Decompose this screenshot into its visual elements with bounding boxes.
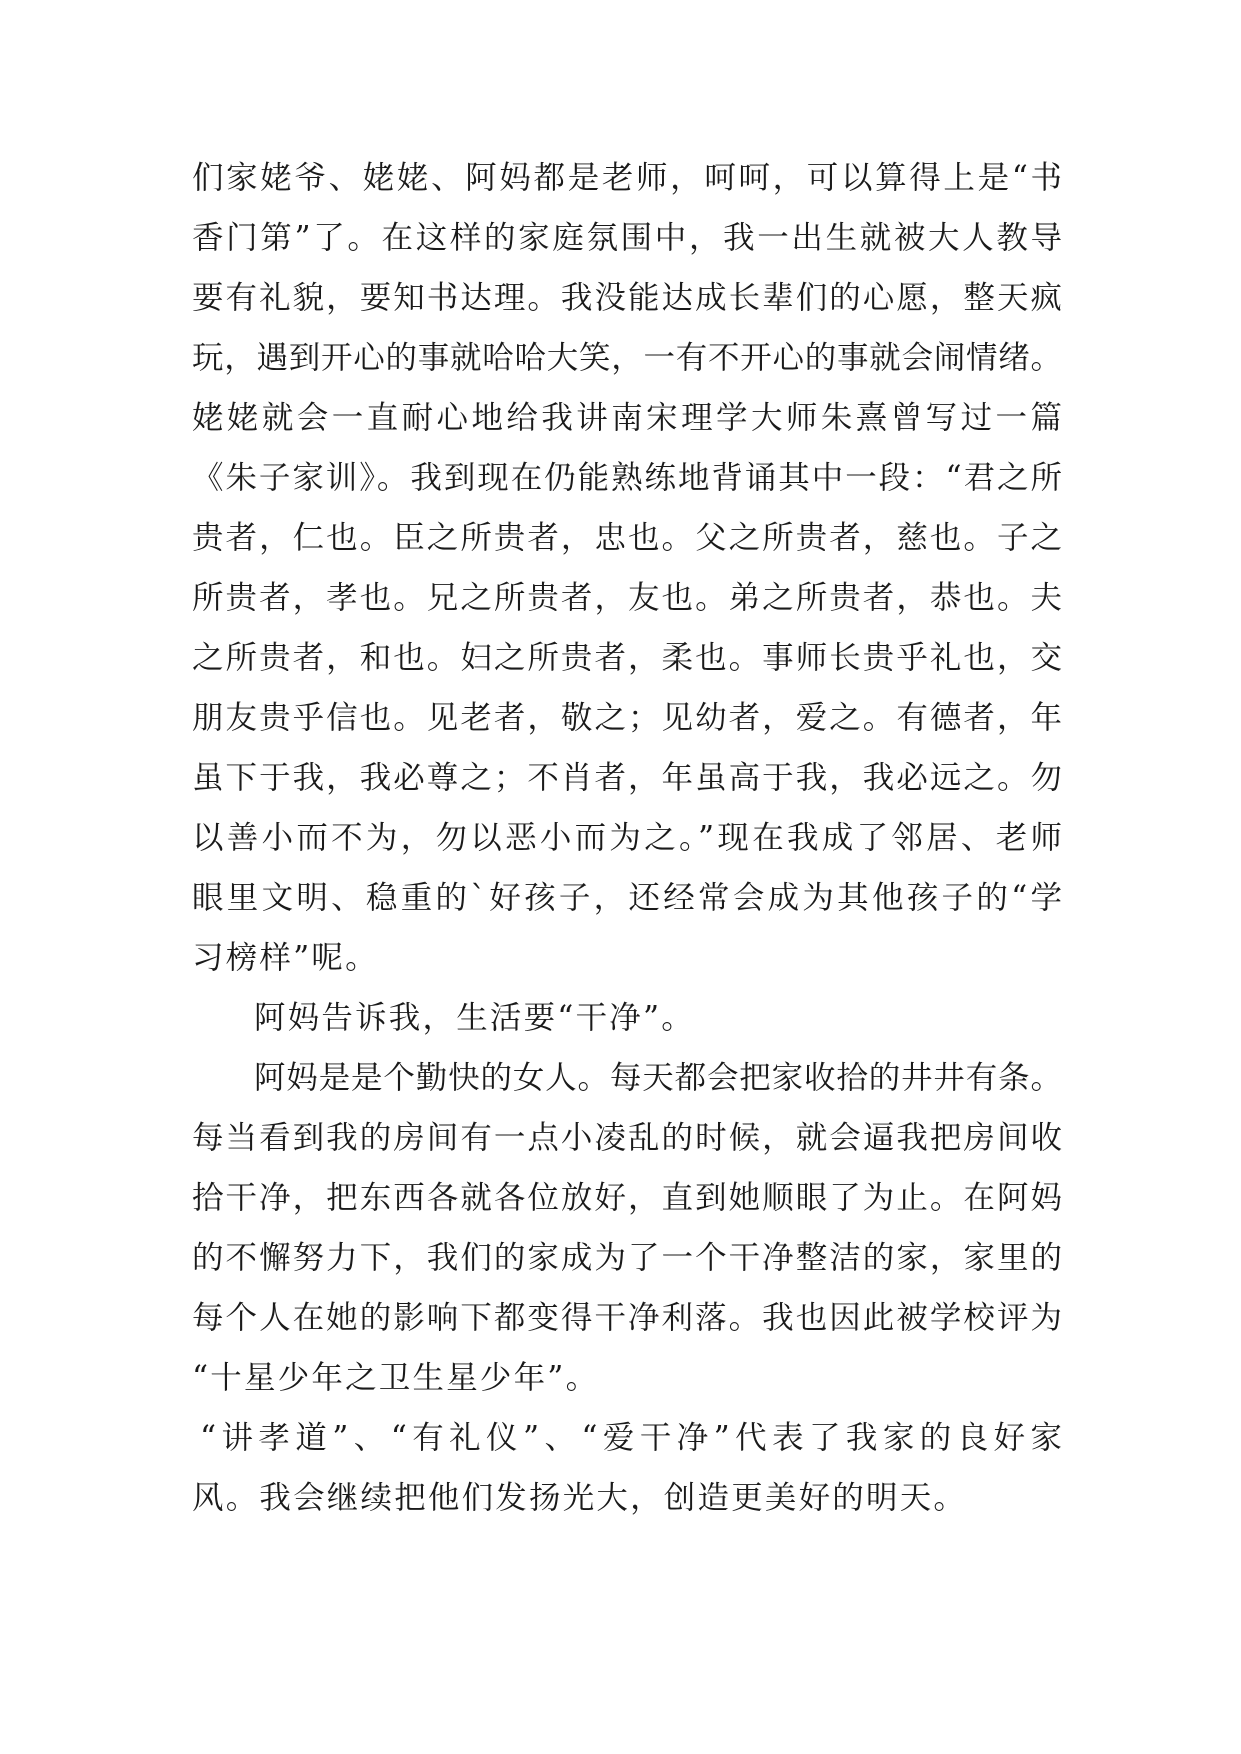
text-line: 姥姥就会一直耐心地给我讲南宋理学大师朱熹曾写过一篇	[192, 400, 1062, 436]
text-line: 《朱子家训》。我到现在仍能熟练地背诵其中一段：“君之所	[192, 460, 1062, 496]
text-line: 风。我会继续把他们发扬光大，创造更美好的明天。	[192, 1480, 968, 1516]
text-line: 朋友贵乎信也。见老者，敬之；见幼者，爱之。有德者，年	[192, 700, 1062, 736]
text-line: 香门第”了。在这样的家庭氛围中，我一出生就被大人教导	[192, 220, 1062, 256]
text-line: 所贵者，孝也。兄之所贵者，友也。弟之所贵者，恭也。夫	[192, 580, 1062, 616]
text-line: 每当看到我的房间有一点小凌乱的时候，就会逼我把房间收	[192, 1120, 1062, 1156]
text-line: 虽下于我，我必尊之；不肖者，年虽高于我，我必远之。勿	[192, 760, 1062, 796]
text-line: 之所贵者，和也。妇之所贵者，柔也。事师长贵乎礼也，交	[192, 640, 1062, 676]
text-line: 每个人在她的影响下都变得干净利落。我也因此被学校评为	[192, 1300, 1062, 1336]
document-body	[192, 159, 1062, 1539]
text-line: 要有礼貌，要知书达理。我没能达成长辈们的心愿，整天疯	[192, 280, 1062, 316]
text-line: 习榜样”呢。	[192, 940, 379, 976]
text-line: 阿妈告诉我，生活要“干净”。	[254, 1000, 696, 1036]
text-line: 阿妈是是个勤快的女人。每天都会把家收拾的井井有条。	[254, 1060, 1062, 1096]
text-line: “十星少年之卫生星少年”。	[192, 1360, 600, 1396]
text-line: 拾干净，把东西各就各位放好，直到她顺眼了为止。在阿妈	[192, 1180, 1062, 1216]
text-line: 贵者，仁也。臣之所贵者，忠也。父之所贵者，慈也。子之	[192, 520, 1062, 556]
text-line: 玩，遇到开心的事就哈哈大笑，一有不开心的事就会闹情绪。	[192, 340, 1062, 376]
text-line: 们家姥爷、姥姥、阿妈都是老师，呵呵，可以算得上是“书	[192, 160, 1062, 196]
text-line: 以善小而不为，勿以恶小而为之。”现在我成了邻居、老师	[192, 820, 1062, 856]
text-line: 眼里文明、稳重的`好孩子，还经常会成为其他孩子的“学	[192, 880, 1062, 916]
text-line: “讲孝道”、“有礼仪”、“爱干净”代表了我家的良好家	[200, 1420, 1062, 1456]
text-line: 的不懈努力下，我们的家成为了一个干净整洁的家，家里的	[192, 1240, 1062, 1276]
